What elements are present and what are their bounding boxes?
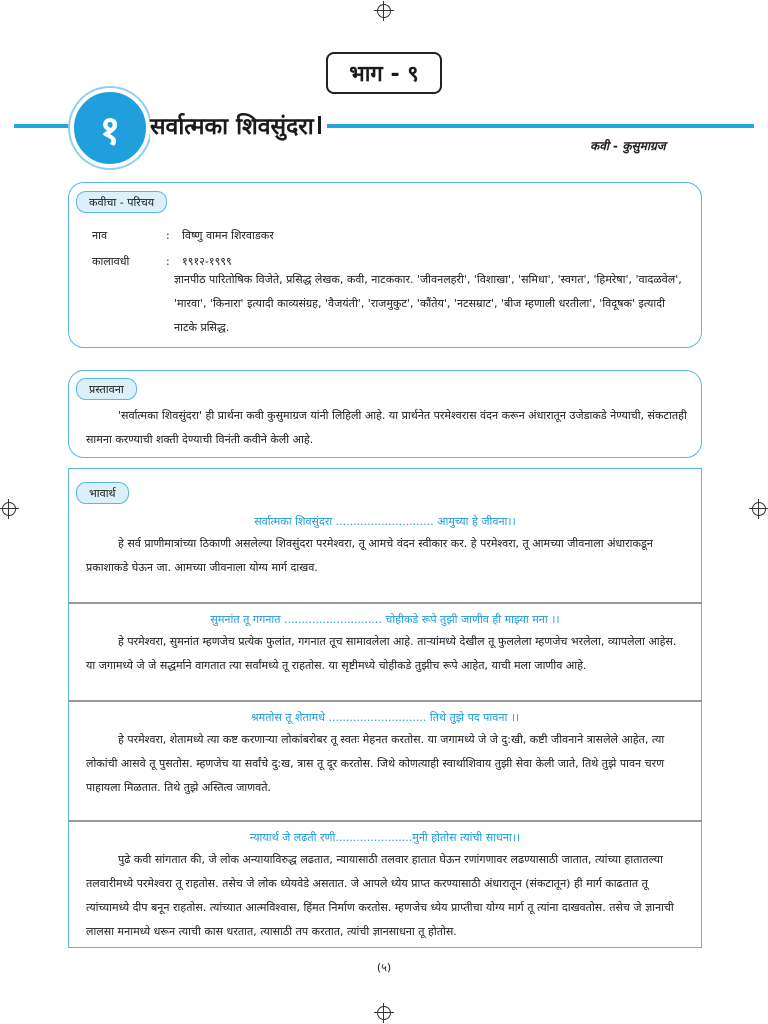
part-label: भाग - ९ [326,52,442,94]
name-value: विष्णु वामन शिरवाडकर [182,229,274,242]
section-divider [68,700,702,702]
registration-mark-icon [2,502,16,516]
period-value: १९१२-१९९९ [182,255,232,268]
poet-intro-heading: कवीचा - परिचय [76,191,167,213]
chapter-title: सर्वात्मका शिवसुंदरा [150,108,327,142]
verse-meaning: हे परमेश्वरा, सुमनांत म्हणजेच प्रत्येक फुलांत, गगनात तूच सामावलेला आहे. ताऱ्यांमध्ये देखील तू फुललेला म्हणजेच भरलेला, व्यापलेला आहेस. या जगामध्ये जे जे सद्धर्माने वागतात त्या सर्वांमध्ये तू राहतोस. या सृष्टीमध्ये चोहीकडे तुझीच रूपे आहेत, याची मला जाणीव आहे. [86,635,677,672]
period-label: कालावधी [92,255,130,268]
registration-mark-icon [377,1006,391,1020]
registration-mark-icon [752,502,766,516]
preface-text: 'सर्वात्मका शिवसुंदरा' ही प्रार्थना कवी कुसुमाग्रज यांनी लिहिली आहे. या प्रार्थनेत परमेश्वरास वंदन करून अंधारातून उजेडाकडे नेण्याची, संकटातही सामना करण्याची शक्ती देण्याची विनंती कवीने केली आहे. [86,409,687,446]
verse-line: न्यायार्थ जे लढती रणी......................मुनी होतोस त्यांची साधना।। [249,831,521,844]
colon: : [166,255,170,268]
verse-line: सुमनांत तू गगनात ............................ चोहीकडे रूपे तुझी जाणीव ही माझ्या मना ।। [210,613,560,626]
verse-meaning: पुढे कवी सांगतात की, जे लोक अन्यायाविरुद्ध लढतात, न्यायासाठी तलवार हातात घेऊन रणांगणावर लढण्यासाठी जातात, त्यांच्या हातातल्या तलवारीमध्ये परमेश्वरा तू राहतोस. तसेच जे लोक ध्येयवेडे असतात. जे आपले ध्येय प्राप्त करण्यासाठी अंधारातून (संकटातून) ही मार्ग काढतात तू त्यांच्यामध्ये दीप बनून राहतोस. त्यांच्यात आत्मविश्वास, हिंमत निर्माण करतोस. म्हणजेच ध्येय प्राप्तीचा योग्य मार्ग तू त्यांना दाखवतोस. तसेच जे ज्ञानाची लालसा मनामध्ये धरून त्याची कास धरतात, त्यासाठी तप करतात, त्यांची ज्ञानसाधना तू होतोस. [86,853,674,938]
section-divider [68,820,702,822]
page-number: (५) [376,961,392,974]
name-row [92,228,274,243]
poet-credit: कवी - कुसुमाग्रज [590,139,666,153]
section-divider [68,602,702,604]
colon: : [166,229,170,242]
poet-description: ज्ञानपीठ पारितोषिक विजेते, प्रसिद्ध लेखक, कवी, नाटककार. 'जीवनलहरी', 'विशाखा', 'समिधा', 'स्वगत', 'हिमरेषा', 'वादळवेल', 'मारवा', 'किनारा' इत्यादी काव्यसंग्रह, 'वैजयंती', 'राजमुकुट', 'कौंतेय', 'नटसम्राट', 'बीज म्हणाली धरतीला', 'विदूषक' इत्यादी नाटके प्रसिद्ध. [174,273,682,334]
chapter-number-badge: १ [70,88,150,168]
period-row [92,254,232,269]
preface-heading: प्रस्तावना [76,378,137,400]
verse-meaning: हे परमेश्वरा, शेतामध्ये त्या कष्ट करणाऱ्या लोकांबरोबर तू स्वतः मेहनत करतोस. या जगामध्ये जे जे दु:खी, कष्टी जीवनाने त्रासलेले आहेत, त्या लोकांची आसवे तू पुसतोस. म्हणजेच या सर्वांचे दु:ख, त्रास तू दूर करतोस. जिथे कोणत्याही स्वार्थाशिवाय तुझी सेवा केली जाते, तिथे तुझे पावन चरण पाहायला मिळतात. तिथे तुझे अस्तित्व जाणवते. [86,733,665,794]
registration-mark-icon [377,4,391,18]
verse-meaning: हे सर्व प्राणीमात्रांच्या ठिकाणी असलेल्या शिवसुंदरा परमेश्वरा, तू आमचे वंदन स्वीकार कर. हे परमेश्वरा, तू आमच्या जीवनाला अंधाराकडून प्रकाशाकडे घेऊन जा. आमच्या जीवनाला योग्य मार्ग दाखव. [86,537,653,574]
verse-line: सर्वात्मका शिवसुंदरा ............................ आमुच्या हे जीवना।। [254,515,516,528]
meaning-heading: भावार्थ [76,482,129,504]
verse-line: श्रमतोस तू शेतामधे ............................ तिथे तुझे पद पावना ।। [250,711,520,724]
name-label: नाव [92,229,108,242]
